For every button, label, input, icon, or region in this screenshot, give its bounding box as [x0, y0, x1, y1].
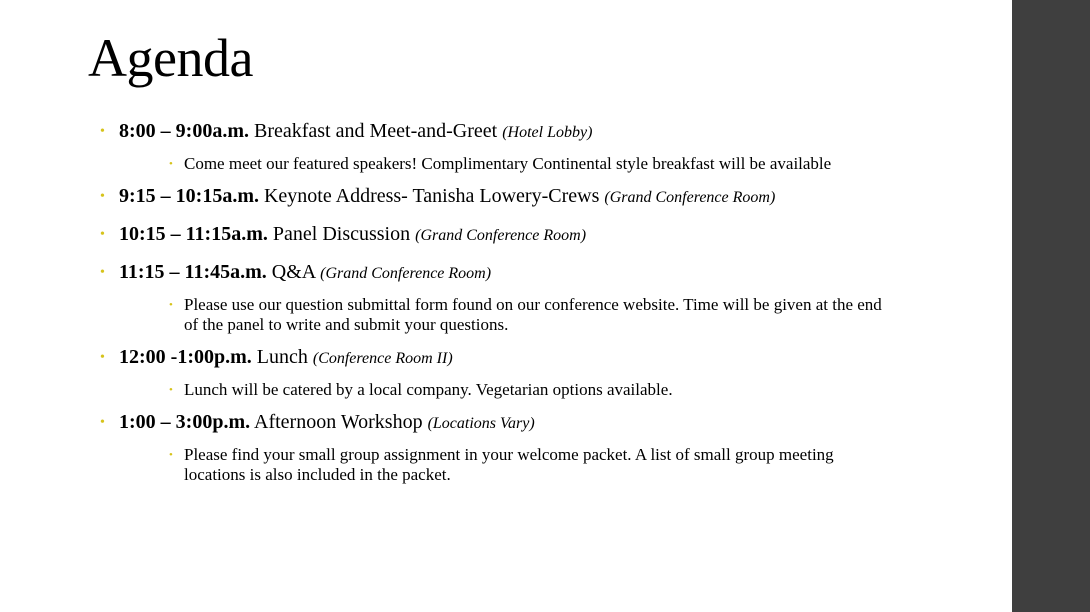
agenda-item-line	[100, 119, 900, 145]
slide-title: Agenda	[88, 28, 253, 88]
agenda-event: Breakfast and Meet-and-Greet	[253, 120, 498, 142]
agenda-location: (Grand Conference Room)	[604, 189, 776, 206]
agenda-item	[100, 119, 900, 174]
agenda-item-line	[100, 345, 900, 371]
agenda-time: 10:15 – 11:15a.m.	[119, 223, 268, 245]
agenda-note	[169, 380, 899, 400]
agenda-note	[169, 154, 899, 174]
slide-side-bar	[1012, 0, 1090, 612]
bullet-icon: •	[100, 189, 105, 204]
agenda-time: 8:00 – 9:00a.m.	[119, 120, 249, 142]
agenda-item	[100, 184, 900, 210]
sub-bullet-icon: •	[169, 299, 173, 311]
agenda-note	[169, 445, 899, 485]
agenda-time: 12:00 -1:00p.m.	[119, 346, 252, 368]
agenda-location: (Conference Room II)	[312, 350, 453, 367]
agenda-time: 1:00 – 3:00p.m.	[119, 411, 251, 433]
agenda-item	[100, 410, 900, 485]
agenda-list	[100, 119, 900, 495]
sub-bullet-icon: •	[169, 449, 173, 461]
bullet-icon: •	[100, 227, 105, 242]
agenda-item-line	[100, 260, 900, 286]
agenda-sub-list	[100, 445, 900, 485]
bullet-icon: •	[100, 124, 105, 139]
agenda-item-line	[100, 410, 900, 436]
agenda-sub-list	[100, 295, 900, 335]
agenda-note-text: Come meet our featured speakers! Complimentary Continental style breakfast will be available	[184, 154, 832, 173]
agenda-note	[169, 295, 899, 335]
agenda-event: Panel Discussion	[272, 223, 411, 245]
agenda-event: Afternoon Workshop	[254, 411, 423, 433]
agenda-sub-list	[100, 380, 900, 400]
agenda-event: Q&A	[271, 261, 316, 283]
agenda-item-line	[100, 184, 900, 210]
agenda-location: (Locations Vary)	[427, 415, 535, 432]
agenda-sub-list	[100, 154, 900, 174]
agenda-note-text: Lunch will be catered by a local company. Vegetarian options available.	[184, 380, 673, 399]
agenda-note-text: Please use our question submittal form found on our conference website. Time will be given at the end of the panel to write and submit your questions.	[184, 295, 882, 334]
bullet-icon: •	[100, 350, 105, 365]
sub-bullet-icon: •	[169, 158, 173, 170]
sub-bullet-icon: •	[169, 384, 173, 396]
agenda-location: (Grand Conference Room)	[415, 227, 587, 244]
agenda-time: 11:15 – 11:45a.m.	[119, 261, 267, 283]
agenda-item	[100, 345, 900, 400]
agenda-time: 9:15 – 10:15a.m.	[119, 185, 259, 207]
agenda-item	[100, 222, 900, 248]
agenda-event: Keynote Address- Tanisha Lowery-Crews	[263, 185, 600, 207]
agenda-item-line	[100, 222, 900, 248]
bullet-icon: •	[100, 265, 105, 280]
agenda-event: Lunch	[256, 346, 308, 368]
agenda-location: (Grand Conference Room)	[320, 265, 492, 282]
agenda-note-text: Please find your small group assignment in your welcome packet. A list of small group meeting locations is also included in the packet.	[184, 445, 834, 484]
agenda-location: (Hotel Lobby)	[502, 124, 593, 141]
bullet-icon: •	[100, 415, 105, 430]
agenda-item	[100, 260, 900, 335]
